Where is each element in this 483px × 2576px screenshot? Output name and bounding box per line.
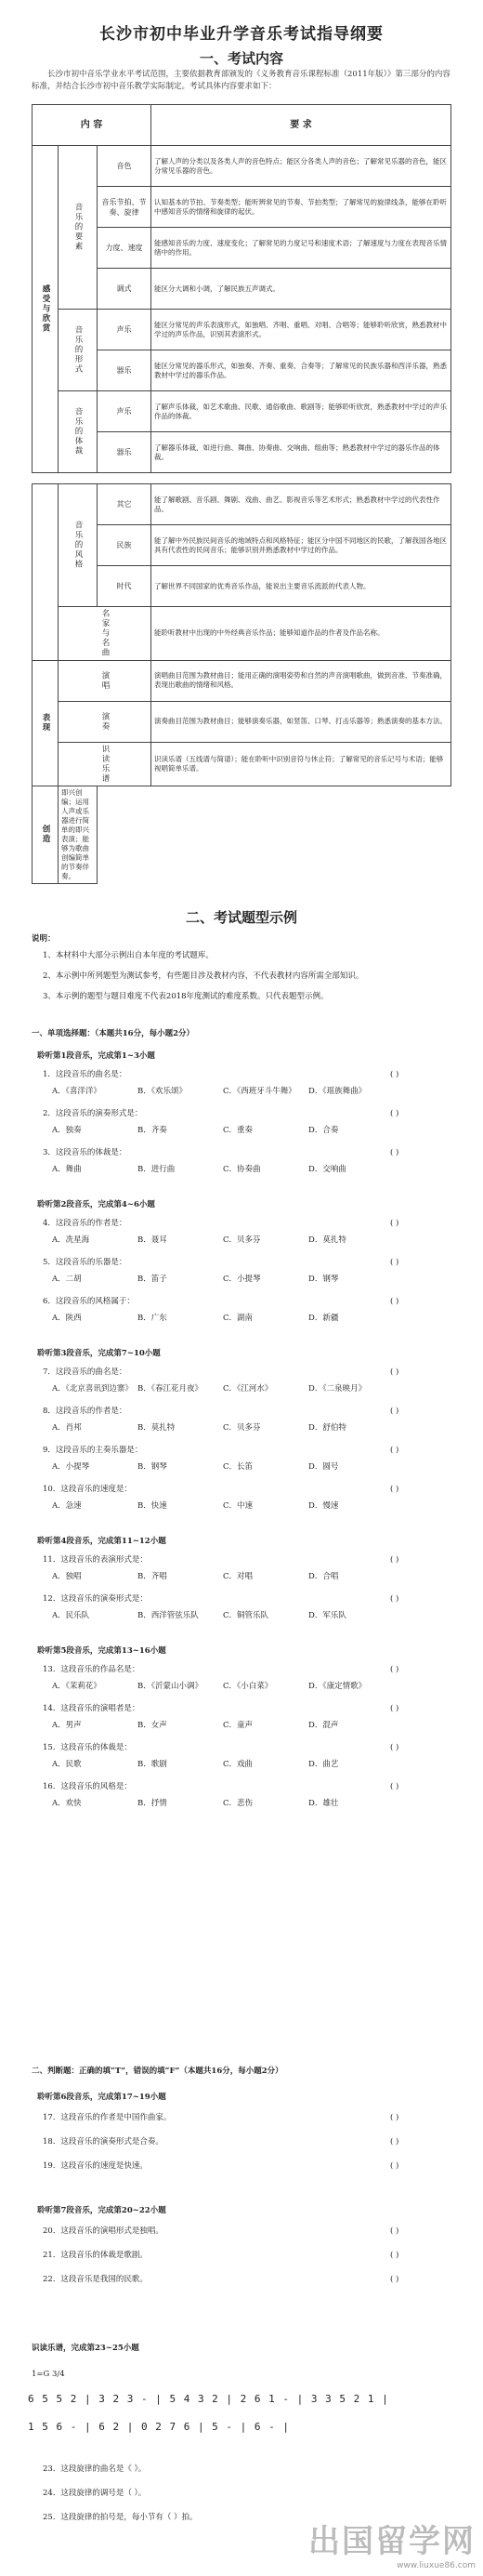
table-row <box>33 701 451 742</box>
group-cell <box>33 484 59 661</box>
answer-blank[interactable]: ( ) <box>390 1148 399 1157</box>
answer-option[interactable]: C．协奏曲 <box>223 1165 261 1174</box>
note-line: 1、本材料中大部分示例出自本年度的考试题库。 <box>43 951 214 960</box>
option-row <box>52 1571 394 1582</box>
answer-option[interactable]: A．《北京喜讯到边寨》 <box>52 1384 133 1394</box>
answer-option[interactable]: D．交响曲 <box>308 1165 346 1174</box>
requirement-cell: 演唱曲目范围为教材曲目；能用正确的演唱姿势和自然的声音演唱歌曲，做到音准、节奏准确，表现出歌曲的情绪和风格。 <box>151 660 451 701</box>
judgement-question: 19．这段音乐的速度是快速。 <box>43 2161 148 2171</box>
answer-option[interactable]: A．欢快 <box>52 1799 82 1808</box>
answer-option[interactable]: D．《康定情歌》 <box>308 1682 367 1691</box>
answer-option[interactable]: D．钢琴 <box>308 1275 339 1284</box>
score-question: 25．这段旋律的拍号是，每小节有（ ）拍。 <box>43 2513 198 2522</box>
question-text: 14．这段音乐的演唱者是： <box>43 1704 140 1713</box>
requirement-cell: 能了解歌剧、音乐剧、舞剧、戏曲、曲艺、影视音乐等艺术形式；熟悉教材中学过的代表性作品。 <box>151 484 451 525</box>
answer-option[interactable]: C．湖南 <box>223 1314 254 1323</box>
score-line-2: 1 5 6 - | 6 2 | 0 2 7 6 | 5 - | 6 - | <box>28 2421 291 2433</box>
answer-option[interactable]: A．《茉莉花》 <box>52 1682 101 1691</box>
answer-option[interactable]: C．《小白菜》 <box>223 1682 273 1691</box>
requirement-cell: 能区分常见的声乐表演形式，如独唱、齐唱、重唱、对唱、合唱等；能够聆听欣赏，熟悉教材中学过的声乐作品，识别其表演形式。 <box>151 310 451 350</box>
requirement-cell: 能区分大调和小调，了解民族五声调式。 <box>151 269 451 310</box>
table-row <box>33 391 451 432</box>
option-row <box>52 1798 394 1809</box>
judgement-question: 18．这段音乐的演奏形式是合奏。 <box>43 2137 163 2147</box>
answer-option[interactable]: A．民歌 <box>52 1760 82 1769</box>
option-row <box>52 1125 394 1136</box>
answer-option[interactable]: C．《西班牙斗牛舞》 <box>223 1087 296 1096</box>
score-question: 24．这段旋律的调号是（ ）。 <box>43 2489 147 2498</box>
answer-option[interactable]: B．齐奏 <box>137 1126 167 1135</box>
question-text: 4．这段音乐的作者是： <box>43 1219 127 1228</box>
watermark-logo: 出国留学网 www.liuxue86.com <box>308 2523 476 2570</box>
answer-option[interactable]: C．戏曲 <box>223 1760 254 1769</box>
requirement-cell: 能了解中外民族民间音乐的地域特点和风格特征；能区分中国不同地区的民歌，了解我国各地区具有代表性的民间音乐；能够识别并熟悉教材中学过的作品。 <box>151 525 451 566</box>
note-line: 3、本示例的题型与题目难度不代表2018年度测试的难度系数。只代表题型示例。 <box>43 992 329 1001</box>
answer-blank[interactable]: ( ) <box>390 2161 399 2171</box>
answer-option[interactable]: D．舒伯特 <box>308 1423 346 1433</box>
answer-option[interactable]: D．合唱 <box>308 1572 339 1581</box>
score-line-1: 6 5 5 2 | 3 2 3 - | 5 4 3 2 | 2 6 1 - | 3 3 5 2 1 | <box>28 2393 389 2405</box>
answer-option[interactable]: D．曲艺 <box>308 1760 339 1769</box>
answer-option[interactable]: C．中速 <box>223 1501 254 1511</box>
answer-option[interactable]: D．《二泉映月》 <box>308 1384 367 1394</box>
answer-blank[interactable]: ( ) <box>390 1367 399 1377</box>
answer-option[interactable]: D．莫扎特 <box>308 1235 346 1245</box>
answer-option[interactable]: A．男声 <box>52 1721 82 1730</box>
listening-group-head: 聆听第2段音乐，完成第4~6小题 <box>37 1200 155 1209</box>
answer-blank[interactable]: ( ) <box>390 1070 399 1079</box>
answer-option[interactable]: B．歌剧 <box>137 1760 167 1769</box>
answer-option[interactable]: C．《江河水》 <box>223 1384 273 1394</box>
listening-group-head: 聆听第5段音乐，完成第13~16小题 <box>37 1646 166 1656</box>
question-text: 6．这段音乐的风格属于： <box>43 1297 135 1306</box>
table-row <box>33 484 451 525</box>
answer-option[interactable]: B．《沂蒙山小调》 <box>137 1682 202 1691</box>
question-text: 3．这段音乐的体裁是： <box>43 1148 127 1157</box>
listening-group-head: 聆听第1段音乐，完成第1~3小题 <box>37 1051 155 1061</box>
answer-option[interactable]: B．广东 <box>137 1314 167 1323</box>
answer-blank[interactable]: ( ) <box>390 1219 399 1228</box>
answer-option[interactable]: B．《春江花月夜》 <box>137 1384 202 1394</box>
subcategory-cell: 音乐的形式 <box>59 310 98 391</box>
question-text: 11．这段音乐的表演形式是： <box>43 1555 148 1565</box>
answer-option[interactable]: C．重奏 <box>223 1126 254 1135</box>
question-text: 8．这段音乐的作者是： <box>43 1407 127 1416</box>
answer-option[interactable]: B．笛子 <box>137 1275 167 1284</box>
music-key: 1=G 3/4 <box>32 2370 65 2379</box>
header-requirement: 要 求 <box>151 105 451 146</box>
answer-option[interactable]: A．陕西 <box>52 1314 82 1323</box>
answer-blank[interactable]: ( ) <box>390 1258 399 1267</box>
requirement-cell: 了解声乐体裁，如艺术歌曲、民歌、通俗歌曲、歌剧等；能够聆听欣赏，熟悉教材中学过的声乐作品的体裁。 <box>151 391 451 432</box>
header-content: 内 容 <box>33 105 151 146</box>
answer-option[interactable]: D．《瑶族舞曲》 <box>308 1087 367 1096</box>
answer-blank[interactable]: ( ) <box>390 1665 399 1674</box>
section-heading-content: 一、考试内容 <box>199 50 283 67</box>
answer-option[interactable]: B．《欢乐颂》 <box>137 1087 187 1096</box>
part2-title: 二、判断题：正确的填“T”，错误的填“F”（本题共16分，每小题2分） <box>32 2067 283 2076</box>
listening-group-head: 聆听第6段音乐，完成第17~19小题 <box>37 2093 166 2102</box>
answer-option[interactable]: A．独唱 <box>52 1572 82 1581</box>
subcategory-cell: 音乐的要素 <box>59 146 98 310</box>
answer-option[interactable]: C．贝多芬 <box>223 1423 261 1433</box>
answer-option[interactable]: A．急速 <box>52 1501 82 1511</box>
item-cell: 音乐节拍、节奏、旋律 <box>98 187 151 228</box>
question-text: 13．这段音乐的作品名是： <box>43 1665 140 1674</box>
subcategory-cell: 音乐的体裁 <box>59 391 98 473</box>
answer-option[interactable]: C．对唱 <box>223 1572 254 1581</box>
requirement-cell: 能区分常见的器乐形式，如独奏、齐奏、重奏、合奏等；了解常见的民族乐器和西洋乐器，熟悉教材中学过的器乐作品。 <box>151 350 451 391</box>
judgement-question: 20．这段音乐的演唱形式是独唱。 <box>43 2226 163 2236</box>
requirement-cell: 认知基本的节拍、节奏类型；能听辨常见的节奏、节拍类型；了解常见的旋律线条，能够在聆听中感知音乐的情绪和旋律的起伏。 <box>151 187 451 228</box>
answer-option[interactable]: B．快速 <box>137 1501 167 1511</box>
table-row <box>33 607 451 661</box>
answer-option[interactable]: B．齐唱 <box>137 1572 167 1581</box>
answer-blank[interactable]: ( ) <box>390 1704 399 1713</box>
option-row <box>52 1610 394 1621</box>
table-row <box>33 786 451 883</box>
intro-paragraph: 长沙市初中音乐学业水平考试范围，主要依据教育部颁发的《义务教育音乐课程标准（2011年版）》第三部分的内容标准，并结合长沙市初中音乐教学实际制定。考试具体内容要求如下： <box>32 70 450 91</box>
group-cell: 表现 <box>33 660 59 786</box>
option-row <box>52 1720 394 1731</box>
answer-option[interactable]: C．悲伤 <box>223 1799 254 1808</box>
answer-option[interactable]: C．贝多芬 <box>223 1235 261 1245</box>
table-row <box>33 660 451 701</box>
answer-blank[interactable]: ( ) <box>390 1485 399 1494</box>
answer-blank[interactable]: ( ) <box>390 2251 399 2260</box>
answer-option[interactable]: D．圆号 <box>308 1462 339 1472</box>
question-text: 16．这段音乐的风格是： <box>43 1782 132 1791</box>
answer-blank[interactable]: ( ) <box>390 1594 399 1604</box>
requirement-cell: 了解人声的分类以及各类人声的音色特点；能区分各类人声的音色；了解常见乐器的音色，能区分常见乐器的音色。 <box>151 146 451 187</box>
answer-option[interactable]: C．长笛 <box>223 1462 254 1472</box>
answer-option[interactable]: D．新疆 <box>308 1314 339 1323</box>
answer-blank[interactable]: ( ) <box>390 1446 399 1455</box>
question-text: 5．这段音乐的乐器是： <box>43 1258 127 1267</box>
answer-option[interactable]: B．抒情 <box>137 1799 167 1808</box>
item-cell: 声乐 <box>98 310 151 350</box>
answer-option[interactable]: C．小提琴 <box>223 1275 261 1284</box>
part1-title: 一、单项选择题：（本题共16分，每小题2分） <box>32 1029 194 1038</box>
item-cell: 调式 <box>98 269 151 310</box>
subcategory-cell: 名家与名曲 <box>59 607 151 661</box>
answer-option[interactable]: D．慢速 <box>308 1501 339 1511</box>
requirement-cell: 即兴创编；运用人声或乐器进行简单的即兴表演；能够为歌曲创编简单的节奏伴奏。 <box>59 786 98 883</box>
content-table-1 <box>32 104 451 473</box>
answer-blank[interactable]: ( ) <box>390 1109 399 1118</box>
listening-group-head: 聆听第4段音乐，完成第11~12小题 <box>37 1537 166 1546</box>
table-row <box>33 310 451 350</box>
section-heading-examples: 二、考试题型示例 <box>185 909 297 926</box>
answer-option[interactable]: D．混声 <box>308 1721 339 1730</box>
requirement-cell: 能感知音乐的力度、速度变化；了解常见的力度记号和速度术语；了解速度与力度在表现音乐情绪中的作用。 <box>151 228 451 269</box>
question-text: 9．这段音乐的主奏乐器是： <box>43 1446 143 1455</box>
option-row <box>52 1422 394 1433</box>
subcategory-cell: 音乐的风格 <box>59 484 98 607</box>
answer-blank[interactable]: ( ) <box>390 1297 399 1306</box>
question-text: 12．这段音乐的演奏形式是： <box>43 1594 148 1604</box>
requirement-cell: 能聆听教材中出现的中外经典音乐作品；能够知道作品的作者及作品名称。 <box>151 607 451 661</box>
item-cell: 力度、速度 <box>98 228 151 269</box>
question-text: 7．这段音乐的曲名是： <box>43 1367 127 1377</box>
answer-blank[interactable]: ( ) <box>390 1743 399 1752</box>
option-row <box>52 1681 394 1692</box>
judgement-question: 21．这段音乐的体裁是歌剧。 <box>43 2251 148 2260</box>
table-row <box>33 146 451 187</box>
answer-option[interactable]: A．《喜洋洋》 <box>52 1087 101 1096</box>
option-row <box>52 1383 394 1394</box>
question-text: 1．这段音乐的曲名是： <box>43 1070 127 1079</box>
item-cell: 音色 <box>98 146 151 187</box>
question-text: 10．这段音乐的速度是： <box>43 1485 132 1494</box>
answer-option[interactable]: B．钢琴 <box>137 1462 167 1472</box>
answer-blank[interactable]: ( ) <box>390 2226 399 2236</box>
content-table-2 <box>32 483 451 884</box>
option-row <box>52 1235 394 1246</box>
answer-option[interactable]: B．聂耳 <box>137 1235 167 1245</box>
answer-blank[interactable]: ( ) <box>390 2137 399 2147</box>
table-header-row <box>33 105 451 146</box>
option-row <box>52 1086 394 1097</box>
question-text: 15．这段音乐的体裁是： <box>43 1743 132 1752</box>
judgement-question: 17．这段音乐的作者是中国作曲家。 <box>43 2113 172 2122</box>
page-title: 长沙市初中毕业升学音乐考试指导纲要 <box>99 25 384 44</box>
answer-option[interactable]: B．进行曲 <box>137 1165 176 1174</box>
answer-option[interactable]: C．童声 <box>223 1721 254 1730</box>
answer-option[interactable]: A．肖邦 <box>52 1423 82 1433</box>
item-cell: 时代 <box>98 566 151 607</box>
answer-option[interactable]: A．小提琴 <box>52 1462 90 1472</box>
answer-blank[interactable]: ( ) <box>390 2113 399 2122</box>
subcategory-cell: 演唱 <box>59 660 151 701</box>
answer-option[interactable]: A．民乐队 <box>52 1611 90 1620</box>
option-row <box>52 1461 394 1473</box>
answer-option[interactable]: B．女声 <box>137 1721 167 1730</box>
answer-option[interactable]: D．雄壮 <box>308 1799 339 1808</box>
answer-option[interactable]: C．铜管乐队 <box>223 1611 269 1620</box>
notes-title: 说明： <box>32 934 56 944</box>
item-cell: 器乐 <box>98 432 151 473</box>
item-cell: 其它 <box>98 484 151 525</box>
answer-blank[interactable]: ( ) <box>390 2275 399 2284</box>
requirement-cell: 识读乐谱（五线谱与简谱）；能在聆听中识别音符与休止符；了解常见的音乐记号与术语；能够视唱简单乐谱。 <box>151 742 451 786</box>
question-text: 2．这段音乐的演奏形式是： <box>43 1109 143 1118</box>
group-cell: 感受与欣赏 <box>33 146 59 473</box>
answer-option[interactable]: A．二胡 <box>52 1275 82 1284</box>
answer-option[interactable]: A．舞曲 <box>52 1165 82 1174</box>
listening-group-head: 聆听第3段音乐，完成第7~10小题 <box>37 1349 161 1358</box>
answer-blank[interactable]: ( ) <box>390 1407 399 1416</box>
requirement-cell: 了解世界不同国家的优秀音乐作品，能说出主要音乐流派的代表人物。 <box>151 566 451 607</box>
requirement-cell: 了解器乐体裁，如进行曲、舞曲、协奏曲、交响曲、组曲等；熟悉教材中学过的器乐作品的体裁。 <box>151 432 451 473</box>
item-cell: 民族 <box>98 525 151 566</box>
answer-option[interactable]: A．独奏 <box>52 1126 82 1135</box>
answer-option[interactable]: B．莫扎特 <box>137 1423 176 1433</box>
answer-option[interactable]: B．西洋管弦乐队 <box>137 1611 199 1620</box>
option-row <box>52 1313 394 1324</box>
part3-head: 识读乐谱，完成第23~25小题 <box>32 2344 139 2353</box>
score-question: 23．这段旋律的曲名是《 》。 <box>43 2464 147 2474</box>
subcategory-cell: 识读乐谱 <box>59 742 151 786</box>
option-row <box>52 1164 394 1175</box>
option-row <box>52 1759 394 1770</box>
answer-option[interactable]: D．军乐队 <box>308 1611 346 1620</box>
item-cell: 声乐 <box>98 391 151 432</box>
answer-option[interactable]: A．冼星海 <box>52 1235 90 1245</box>
answer-blank[interactable]: ( ) <box>390 1555 399 1565</box>
answer-option[interactable]: D．合奏 <box>308 1126 339 1135</box>
answer-blank[interactable]: ( ) <box>390 1782 399 1791</box>
group-cell: 创造 <box>33 786 59 883</box>
table-row <box>33 742 451 786</box>
item-cell: 器乐 <box>98 350 151 391</box>
note-line: 2、本示例中所列题型为测试参考，有些题目涉及教材内容，不代表教材内容所需全部知识。 <box>43 971 364 981</box>
subcategory-cell: 演奏 <box>59 701 151 742</box>
option-row <box>52 1500 394 1512</box>
option-row <box>52 1274 394 1285</box>
judgement-question: 22．这段音乐是我国的民歌。 <box>43 2275 148 2284</box>
listening-group-head: 聆听第7段音乐，完成第20~22小题 <box>37 2206 166 2215</box>
requirement-cell: 演奏曲目范围为教材曲目；能够演奏乐器，如竖笛、口琴、打击乐器等；熟悉演奏的基本方法。 <box>151 701 451 742</box>
